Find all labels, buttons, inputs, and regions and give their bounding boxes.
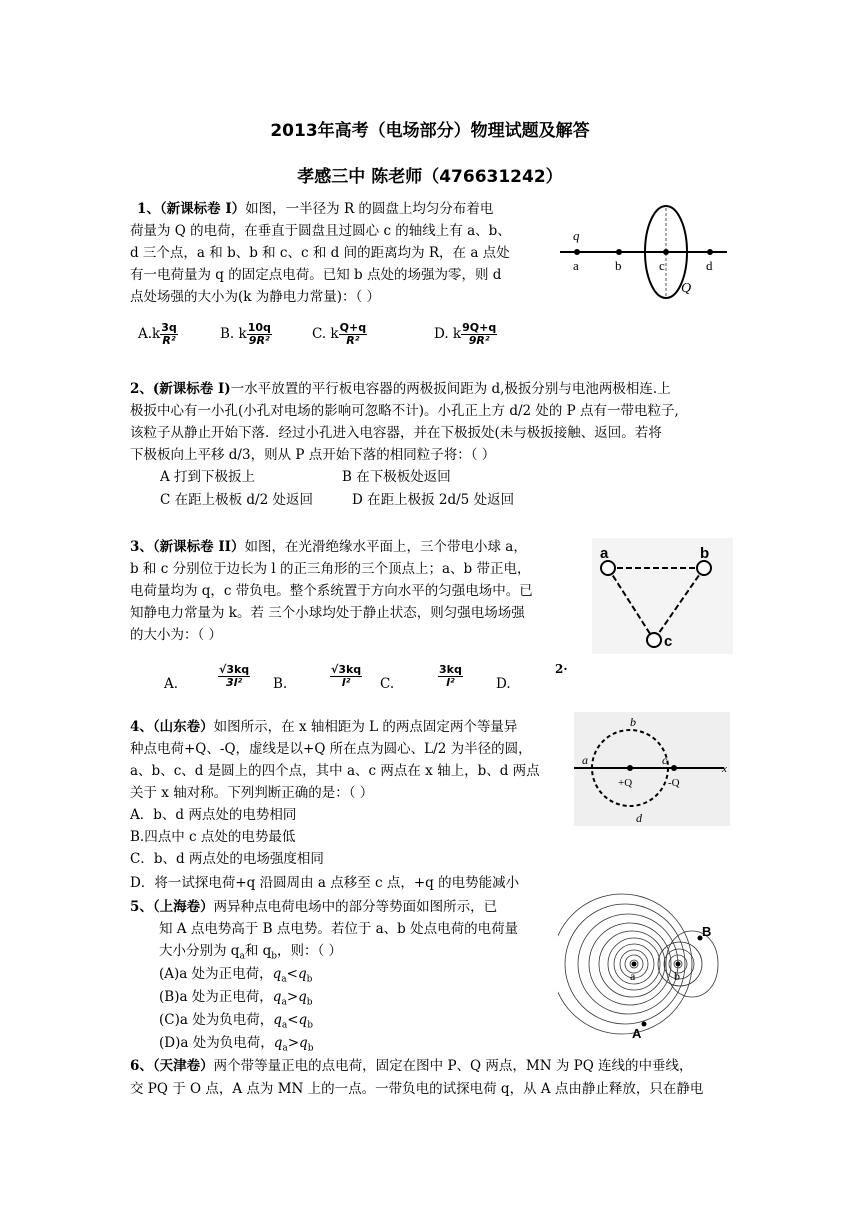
q4-line-2: 种点电荷+Q、-Q，虚线是以+Q 所在点为圆心、L/2 为半径的圆，: [130, 741, 532, 757]
q5-line-3-sub-a: a: [239, 951, 245, 962]
q3-text-1: 如图，在光滑绝缘水平面上，三个带电小球 a，: [244, 539, 527, 555]
q1-line-3: d 三个点，a 和 b、b 和 c、c 和 d 间的距离均为 R，在 a 点处: [130, 245, 510, 261]
q1-option-d-denominator: 9R²: [468, 334, 490, 347]
q3-line-2: b 和 c 分别位于边长为 l 的正三角形的三个顶点上；a、b 带正电，: [130, 561, 531, 577]
q5-line-3-sub-b: b: [271, 951, 278, 962]
q1-text-1: 如图，一半径为 R 的圆盘上均匀分布着电: [245, 201, 494, 217]
q3-option-c-label: C.: [380, 676, 395, 692]
q2-option-c: C 在距上极板 d/2 处返回: [160, 492, 313, 508]
q5-option-d-relation: >: [287, 1035, 300, 1051]
q1-option-d-numerator: 9Q+q: [462, 321, 497, 334]
q1-fig-q-label: q: [573, 228, 580, 243]
q4-source: （山东卷）: [152, 719, 214, 735]
q5-line-3-part-2: 和 q: [244, 943, 272, 959]
q3-number: 3、: [130, 539, 153, 555]
q1-option-c-fraction: [339, 322, 367, 347]
q4-fig-plusQ-label: +Q: [618, 777, 633, 789]
q5-option-b-text: (B)a 处为正电荷，: [159, 989, 273, 1005]
q4-text-1: 如图所示，在 x 轴相距为 L 的两点固定两个等量异: [213, 719, 518, 735]
q5-fig-A-label: A: [632, 1026, 642, 1040]
q3-line-4: 知静电力常量为 k。若 三个小球均处于静止状态，则匀强电场场强: [130, 605, 525, 621]
q2-text-1: 一水平放置的平行板电容器的两极扳间距为 d,极扳分别与电池两极相连.上: [230, 381, 671, 397]
q1-option-d-label: D. k: [434, 326, 462, 342]
q1-option-d-fraction: [461, 322, 497, 347]
q1-option-d: [434, 322, 497, 347]
q5-option-c: (C)a 处为负电荷，$q_a<q_b$: [159, 1012, 313, 1031]
q3-fig-b-label: b: [700, 545, 710, 562]
q2-option-d: D 在距上极扳 2d/5 处返回: [352, 492, 515, 508]
q4-fig-c-label: c: [662, 753, 668, 767]
q4-fig-minusQ-label: -Q: [668, 777, 680, 789]
q1-option-c-label: C. k: [312, 326, 339, 342]
q1-option-a-fraction: [160, 322, 178, 347]
page-title: 2013年高考（电场部分）物理试题及解答: [270, 121, 590, 141]
q2-option-b: B 在下极板处返回: [342, 469, 451, 485]
q1-line-5: 点处场强的大小为(k 为静电力常量)：（ ）: [130, 289, 381, 305]
q1-option-c: [312, 322, 367, 347]
q3-option-d-partial: 2·: [555, 662, 568, 676]
q2-source: (新课标卷 I): [152, 381, 231, 397]
q3-fig-a-label: a: [600, 545, 609, 562]
q4-fig-b-label: b: [630, 715, 636, 729]
q5-fig-B-label: B: [702, 924, 712, 939]
q3-option-b-label: B.: [273, 676, 288, 692]
q3-option-a-label: A.: [164, 676, 179, 692]
q4-fig-d-label: d: [636, 811, 642, 825]
q1-fig-c-label: c: [659, 258, 665, 273]
q5-fig-a-label: a: [630, 969, 636, 983]
q1-disk-figure: [555, 200, 735, 300]
q4-line-4: 关于 x 轴对称。下列判断正确的是：（ ）: [130, 785, 374, 801]
q4-line-3: a、b、c、d 是圆上的四个点，其中 a、c 两点在 x 轴上，b、d 两点: [130, 763, 540, 779]
q2-number: 2、: [130, 381, 153, 397]
q5-option-a: (A)a 处为正电荷，$q_a<q_b$: [159, 966, 313, 985]
q3-option-b-denominator: l²: [341, 676, 351, 689]
q2-line-2: 极扳中心有一小孔(小孔对电场的影响可忽略不计)。小孔正上方 d/2 处的 P 点有一带电粒子,: [130, 403, 679, 419]
q2-line-1: [130, 378, 671, 400]
q1-option-a-numerator: 3q: [161, 321, 177, 334]
q5-line-3-part-1: 大小分别为 q: [159, 943, 240, 959]
q6-text-1: 两个带等量正电的点电荷，固定在图中 P、Q 两点，MN 为 PQ 连线的中垂线，: [213, 1058, 693, 1074]
q1-fig-b-label: b: [615, 258, 622, 273]
q5-line-2: 知 A 点电势高于 B 点电势。若位于 a、b 处点电荷的电荷量: [159, 921, 519, 937]
q3-option-c-numerator: 3kq: [439, 663, 462, 676]
q3-option-b-fraction: [330, 664, 362, 689]
q5-option-c-relation: <: [287, 1012, 299, 1028]
q2-line-4: 下极板向上平移 d/3，则从 P 点开始下落的相同粒子将：（ ）: [130, 447, 496, 463]
q1-fig-Q-label: Q: [681, 281, 692, 296]
q6-line-2: 交 PQ 于 O 点，A 点为 MN 上的一点。一带负电的试探电荷 q，从 A 点由静止释放，只在静电: [130, 1081, 704, 1097]
q4-circle-figure: [574, 712, 730, 826]
q2-option-a: A 打到下极扳上: [160, 469, 256, 485]
q3-option-a-numerator: √3kq: [219, 663, 250, 676]
q1-source: （新课标卷 I）: [159, 201, 246, 217]
q6-line-1: [130, 1055, 693, 1077]
q3-option-c-fraction: [438, 664, 463, 689]
q5-option-b: (B)a 处为正电荷，$q_a>q_b$: [159, 989, 313, 1008]
q3-option-a-denominator: 3l²: [225, 676, 243, 689]
q5-fig-b-label: b: [674, 969, 680, 983]
q1-fig-d-label: d: [706, 258, 713, 273]
q5-option-c-text: (C)a 处为负电荷，: [159, 1012, 274, 1028]
q1-option-b-label: B. k: [220, 326, 247, 342]
q1-option-b: [220, 322, 272, 347]
q5-option-d: (D)a 处为负电荷，$q_a>q_b$: [159, 1035, 314, 1054]
q3-source: （新课标卷 II）: [152, 539, 245, 555]
q5-text-1: 两异种点电荷电场中的部分等势面如图所示，已: [213, 899, 498, 915]
q3-line-3: 电荷量均为 q，c 带负电。整个系统置于方向水平的匀强电场中。已: [130, 583, 533, 599]
q1-option-b-fraction: [247, 322, 272, 347]
q4-option-c: C．b、d 两点处的电场强度相同: [130, 851, 324, 867]
q5-equipotential-figure: [558, 880, 728, 1040]
q1-number: 1、: [137, 201, 160, 217]
q3-line-5: 的大小为：（ ）: [130, 627, 223, 643]
q1-line-4: 有一电荷量为 q 的固定点电荷。已知 b 点处的场强为零，则 d: [130, 267, 502, 283]
q1-option-b-numerator: 10q: [247, 321, 271, 334]
q4-option-d: D．将一试探电荷+q 沿圆周由 a 点移至 c 点，+q 的电势能减小: [130, 875, 520, 891]
q5-option-d-text: (D)a 处为负电荷，: [159, 1035, 274, 1051]
q1-option-c-numerator: Q+q: [339, 321, 367, 334]
q3-option-a-fraction: [218, 664, 250, 689]
q5-option-b-relation: >: [286, 989, 299, 1005]
q1-option-a-denominator: R²: [162, 334, 176, 347]
page-subtitle: 孝感三中 陈老师（476631242）: [297, 167, 563, 187]
q3-fig-c-label: c: [664, 633, 673, 650]
q3-option-d-label: D.: [496, 676, 511, 692]
q1-fig-a-label: a: [573, 258, 579, 273]
q5-option-a-relation: <: [286, 966, 298, 982]
q4-option-b: B.四点中 c 点处的电势最低: [130, 829, 296, 845]
q6-source: （天津卷）: [152, 1058, 214, 1074]
q4-number: 4、: [130, 719, 153, 735]
q4-option-a: A．b、d 两点处的电势相同: [130, 807, 297, 823]
q1-option-c-denominator: R²: [346, 334, 360, 347]
q3-option-b-numerator: √3kq: [331, 663, 362, 676]
q5-line-3-part-3: ，则：（ ）: [277, 943, 343, 959]
q1-line-2: 荷量为 Q 的电荷，在垂直于圆盘且过圆心 c 的轴线上有 a、b、: [130, 223, 511, 239]
q1-option-a: [138, 322, 178, 347]
q3-line-1: [130, 536, 527, 558]
q5-option-a-text: (A)a 处为正电荷，: [159, 966, 273, 982]
q3-triangle-figure: [590, 536, 735, 656]
q3-option-c-denominator: l²: [446, 676, 455, 689]
q5-source: （上海卷）: [152, 899, 214, 915]
q6-number: 6、: [130, 1058, 153, 1074]
q2-line-3: 该粒子从静止开始下落．经过小孔进入电容器，并在下极扳处(未与极扳接触、返回。若将: [130, 425, 662, 441]
q1-option-a-label: A.k: [138, 326, 161, 342]
q1-option-b-denominator: 9R²: [248, 334, 270, 347]
q1-line-1: [137, 198, 493, 220]
q5-number: 5、: [130, 899, 153, 915]
q4-fig-a-label: a: [582, 753, 588, 767]
q4-line-1: [130, 716, 517, 738]
q4-fig-x-label: x: [722, 763, 727, 775]
q5-line-1: [130, 896, 497, 918]
